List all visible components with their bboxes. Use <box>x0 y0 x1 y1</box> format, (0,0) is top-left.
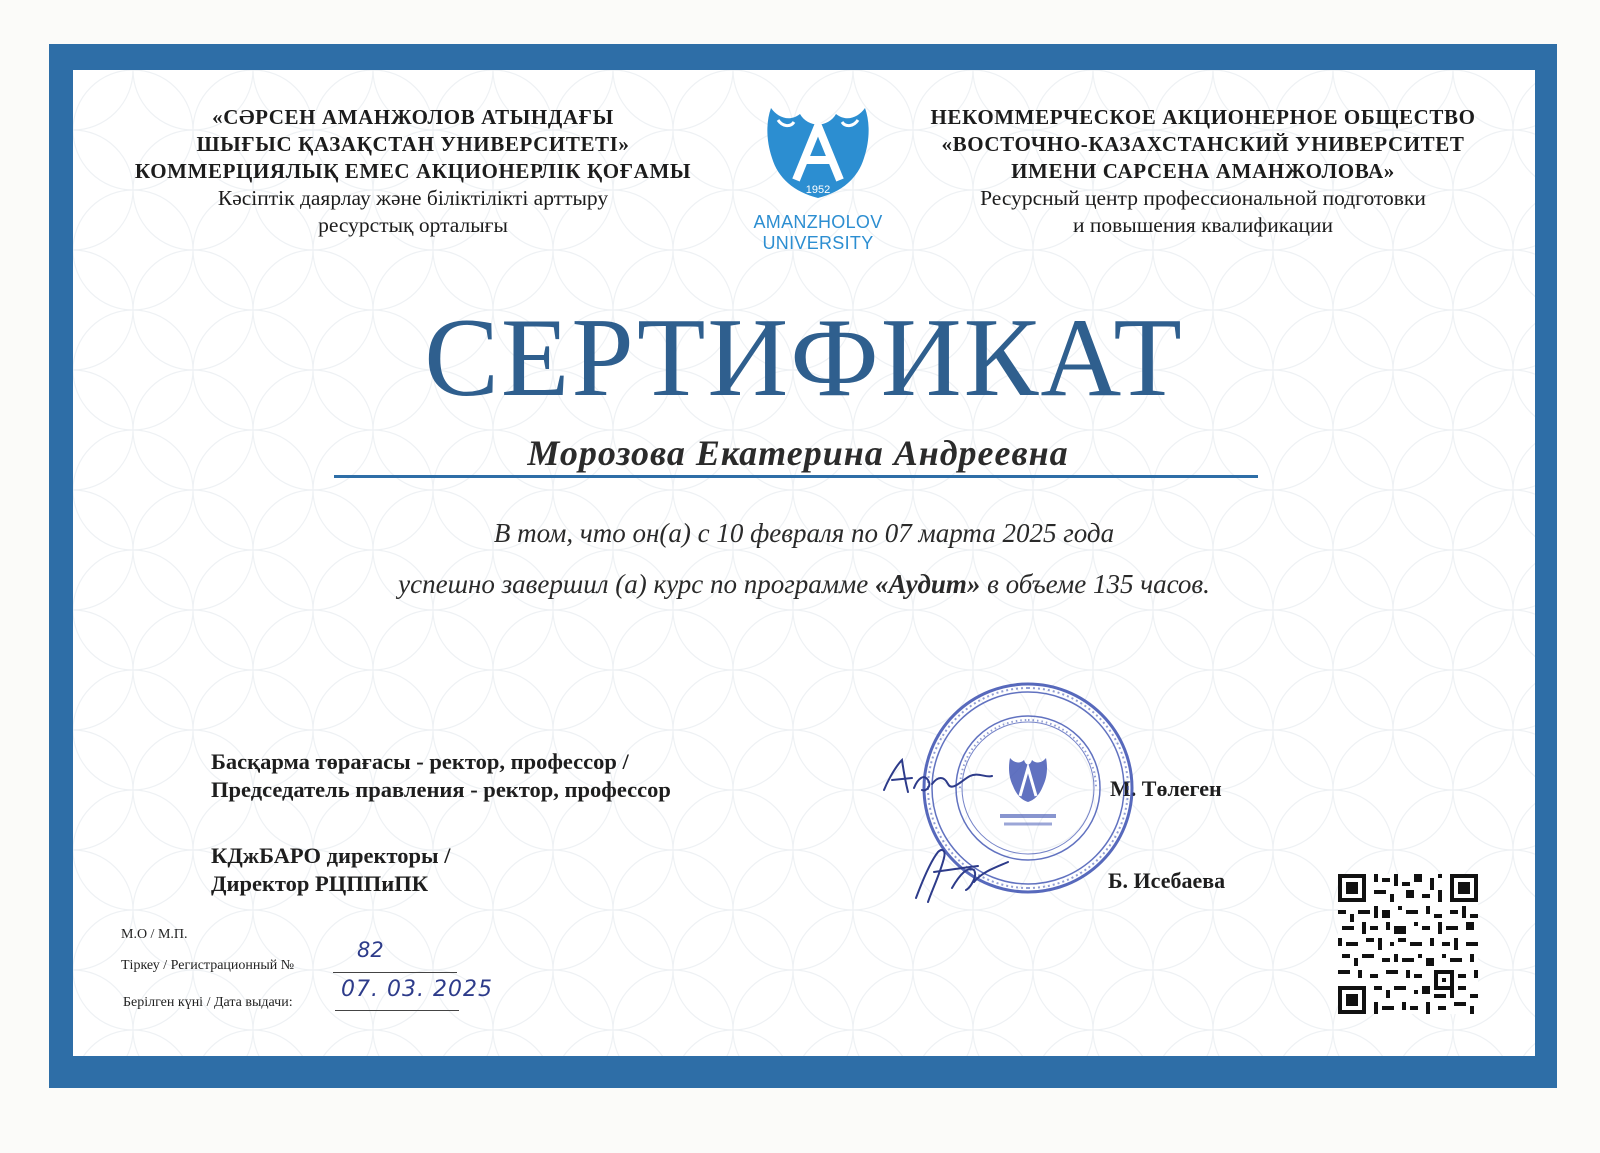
director-name: Б. Исебаева <box>1108 868 1226 893</box>
course-program-text <box>73 569 1535 600</box>
certificate-body <box>73 70 1535 1056</box>
header-ru-line-3: ИМЕНИ САРСЕНА АМАНЖОЛОВА» <box>1011 159 1395 183</box>
director-title-kz: КДжБАРО директоры / <box>211 843 451 868</box>
header-ru-line-4: Ресурсный центр профессиональной подготовки <box>980 186 1426 210</box>
logo-name-line-2: UNIVERSITY <box>762 233 874 253</box>
header-kz-line-2: ШЫҒЫС ҚАЗАҚСТАН УНИВЕРСИТЕТІ» <box>196 132 630 156</box>
recipient-name: Морозова Екатерина Андреевна <box>527 433 1069 473</box>
course-text-pre: успешно завершил (а) курс по программе <box>398 569 875 599</box>
header-kazakh <box>113 104 713 239</box>
recipient-underline <box>334 475 1258 478</box>
director-signature-icon <box>908 832 1018 912</box>
header-ru-line-1: НЕКОММЕРЧЕСКОЕ АКЦИОНЕРНОЕ ОБЩЕСТВО <box>930 105 1476 129</box>
qr-code-icon <box>1338 874 1478 1014</box>
header-russian <box>903 104 1503 239</box>
director-title-ru: Директор РЦППиПК <box>211 871 429 896</box>
svg-text:1952: 1952 <box>805 184 831 196</box>
registration-label: Тіркеу / Регистрационный № <box>121 958 295 973</box>
stamp-place-label: М.О / М.П. <box>121 927 188 942</box>
logo-name-line-1: AMANZHOLOV <box>753 212 883 232</box>
director-title <box>211 842 450 898</box>
rector-signature-icon <box>878 740 998 810</box>
issue-date-value: 07. 03. 2025 <box>341 977 493 1002</box>
rector-name: М. Төлеген <box>1110 776 1222 801</box>
rector-title-ru: Председатель правления - ректор, профессор <box>211 777 671 802</box>
rector-title <box>211 748 671 804</box>
certificate-title: СЕРТИФИКАТ <box>424 296 1184 420</box>
logo-emblem-icon <box>718 100 918 215</box>
rector-title-kz: Басқарма төрағасы - ректор, профессор / <box>211 749 629 774</box>
course-dates-text: В том, что он(а) с 10 февраля по 07 марта 2025 года <box>493 518 1115 548</box>
course-text-post: в объеме 135 часов. <box>987 569 1210 599</box>
header-kz-line-3: КОММЕРЦИЯЛЫҚ ЕМЕС АКЦИОНЕРЛІК ҚОҒАМЫ <box>134 159 692 183</box>
program-name: «Аудит» <box>874 569 981 599</box>
issue-date-label: Берілген күні / Дата выдачи: <box>123 995 293 1010</box>
certificate-border <box>49 44 1557 1088</box>
header-ru-line-2: «ВОСТОЧНО-КАЗАХСТАНСКИЙ УНИВЕРСИТЕТ <box>941 132 1465 156</box>
issue-date-underline <box>335 1010 459 1011</box>
header-kz-line-4: Кәсіптік даярлау және біліктілікті арттыру <box>217 186 609 210</box>
university-logo <box>718 100 918 270</box>
logo-wordmark <box>718 212 918 254</box>
registration-underline <box>333 972 457 973</box>
header-kz-line-1: «СӘРСЕН АМАНЖОЛОВ АТЫНДАҒЫ <box>212 105 614 129</box>
header-ru-line-5: и повышения квалификации <box>1072 213 1333 237</box>
registration-number: 82 <box>357 938 384 962</box>
header-kz-line-5: ресурстық орталығы <box>318 213 508 237</box>
